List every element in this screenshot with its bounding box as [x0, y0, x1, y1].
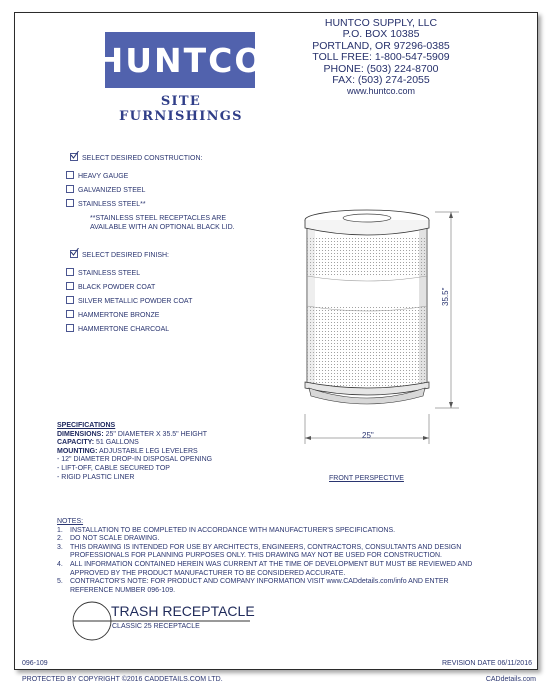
spec-bullet: - LIFT-OFF, CABLE SECURED TOP	[57, 464, 170, 472]
logo-tagline: SITE FURNISHINGS	[119, 94, 243, 124]
note-text: CONTRACTOR'S NOTE: FOR PRODUCT AND COMPANY INFORMATION VISIT www.CADdetails.com/info AND ENTER	[70, 578, 449, 586]
drawing-subtitle: CLASSIC 25 RECEPTACLE	[112, 623, 200, 630]
stainless-note	[90, 214, 235, 232]
option-label: SILVER METALLIC POWDER COAT	[78, 297, 193, 305]
company-fax: FAX: (503) 274-2055	[332, 74, 430, 87]
checkbox[interactable]	[66, 171, 74, 179]
drawing-title: TRASH RECEPTACLE	[111, 603, 255, 619]
finish-heading-checkbox[interactable]	[70, 250, 78, 258]
finish-option-hammertone-bronze[interactable]	[66, 311, 159, 319]
check-icon	[70, 151, 79, 160]
receptacle-drawing	[285, 198, 485, 488]
note-number: 2.	[57, 535, 63, 543]
note-text: ALL INFORMATION CONTAINED HEREIN WAS CURRENT AT THE TIME OF DEVELOPMENT BUT MUST BE REVIEWED AND	[70, 560, 473, 568]
specifications	[57, 422, 212, 482]
option-label: STAINLESS STEEL**	[78, 200, 146, 208]
option-label: STAINLESS STEEL	[78, 269, 141, 277]
finish-label: SELECT DESIRED FINISH:	[82, 251, 170, 259]
note-text: DO NOT SCALE DRAWING.	[70, 535, 160, 543]
stainless-note-line2: AVAILABLE WITH AN OPTIONAL BLACK LID.	[90, 224, 235, 231]
note-text: THIS DRAWING IS INTENDED FOR USE BY ARCHITECTS, ENGINEERS, CONTRACTORS, CONSULTANTS AND DESIGN	[70, 543, 462, 551]
spec-dimensions	[57, 431, 212, 440]
note-number: 3.	[57, 543, 63, 551]
checkbox[interactable]	[66, 310, 74, 318]
company-phone: PHONE: (503) 224-8700	[323, 62, 439, 75]
note-text: REFERENCE NUMBER 096-109.	[70, 586, 176, 594]
finish-option-stainless-steel[interactable]	[66, 269, 140, 277]
option-label: BLACK POWDER COAT	[78, 283, 156, 291]
caddetails-link[interactable]: CADdetails.com	[485, 676, 536, 683]
option-label: HEAVY GAUGE	[78, 172, 129, 180]
spec-label: MOUNTING:	[57, 447, 98, 455]
finish-option-black-powder-coat[interactable]	[66, 283, 155, 291]
company-address-line2: PORTLAND, OR 97296-0385	[312, 39, 450, 52]
note-number: 1.	[57, 526, 63, 534]
spec-capacity	[57, 439, 212, 448]
finish-option-hammertone-charcoal[interactable]	[66, 325, 169, 333]
note-item	[57, 535, 477, 544]
company-website[interactable]: www.huntco.com	[346, 86, 416, 97]
company-info	[300, 18, 462, 98]
height-dimension-label: 35.5"	[441, 287, 450, 306]
company-name: HUNTCO SUPPLY, LLC	[324, 17, 438, 29]
notes	[57, 518, 477, 595]
checkbox[interactable]	[66, 282, 74, 290]
checkbox[interactable]	[66, 324, 74, 332]
spec-bullet: - 12" DIAMETER DROP-IN DISPOSAL OPENING	[57, 456, 213, 464]
huntco-logo: HUNTCO	[105, 32, 255, 88]
note-number: 4.	[57, 560, 63, 568]
notes-list	[57, 527, 477, 596]
checkbox[interactable]	[66, 296, 74, 304]
spec-value: 51 GALLONS	[94, 439, 139, 447]
company-address-line1: P.O. BOX 10385	[342, 28, 420, 41]
revision-date: REVISION DATE 06/11/2016	[441, 660, 532, 667]
spec-bullet: - RIGID PLASTIC LINER	[57, 473, 135, 481]
construction-option-heavy-gauge[interactable]	[66, 172, 128, 180]
spec-mounting	[57, 448, 212, 457]
reference-number: 096-109	[22, 660, 48, 667]
construction-heading-checkbox[interactable]	[70, 153, 78, 161]
note-item	[57, 578, 477, 595]
construction-heading	[70, 154, 202, 162]
construction-option-stainless-steel[interactable]	[66, 200, 146, 208]
spec-label: DIMENSIONS:	[57, 430, 104, 438]
copyright: PROTECTED BY COPYRIGHT ©2016 CADDETAILS.COM LTD.	[22, 676, 223, 683]
note-item	[57, 527, 477, 536]
option-label: HAMMERTONE CHARCOAL	[78, 325, 170, 333]
stainless-note-line1: **STAINLESS STEEL RECEPTACLES ARE	[90, 215, 227, 222]
front-perspective-caption: FRONT PERSPECTIVE	[329, 475, 404, 482]
checkbox[interactable]	[66, 185, 74, 193]
note-text: PROFESSIONALS FOR PLANNING PURPOSES ONLY. THIS DRAWING MAY NOT BE USED FOR CONSTRUCTION.	[70, 552, 442, 560]
checkbox[interactable]	[66, 268, 74, 276]
notes-heading: NOTES:	[57, 518, 84, 525]
width-dimension-label: 25"	[362, 431, 374, 440]
finish-option-silver-metallic[interactable]	[66, 297, 192, 305]
checkbox[interactable]	[66, 199, 74, 207]
spec-label: CAPACITY:	[57, 439, 95, 447]
company-toll-free: TOLL FREE: 1-800-547-5909	[312, 51, 450, 64]
check-icon	[70, 248, 79, 257]
construction-label: SELECT DESIRED CONSTRUCTION:	[82, 154, 203, 162]
note-text: INSTALLATION TO BE COMPLETED IN ACCORDANCE WITH MANUFACTURER'S SPECIFICATIONS.	[70, 526, 396, 534]
note-item	[57, 544, 477, 561]
specs-heading: SPECIFICATIONS	[57, 422, 116, 429]
note-text: APPROVED BY THE PRODUCT MANUFACTURER TO BE CONSIDERED ACCURATE.	[70, 569, 346, 577]
note-number: 5.	[57, 578, 63, 586]
option-label: GALVANIZED STEEL	[78, 186, 146, 194]
note-item	[57, 561, 477, 578]
spec-value: 25" DIAMETER X 35.5" HEIGHT	[103, 430, 208, 438]
option-label: HAMMERTONE BRONZE	[78, 311, 160, 319]
finish-heading	[70, 251, 169, 259]
construction-option-galvanized-steel[interactable]	[66, 186, 145, 194]
spec-value: ADJUSTABLE LEG LEVELERS	[97, 447, 198, 455]
